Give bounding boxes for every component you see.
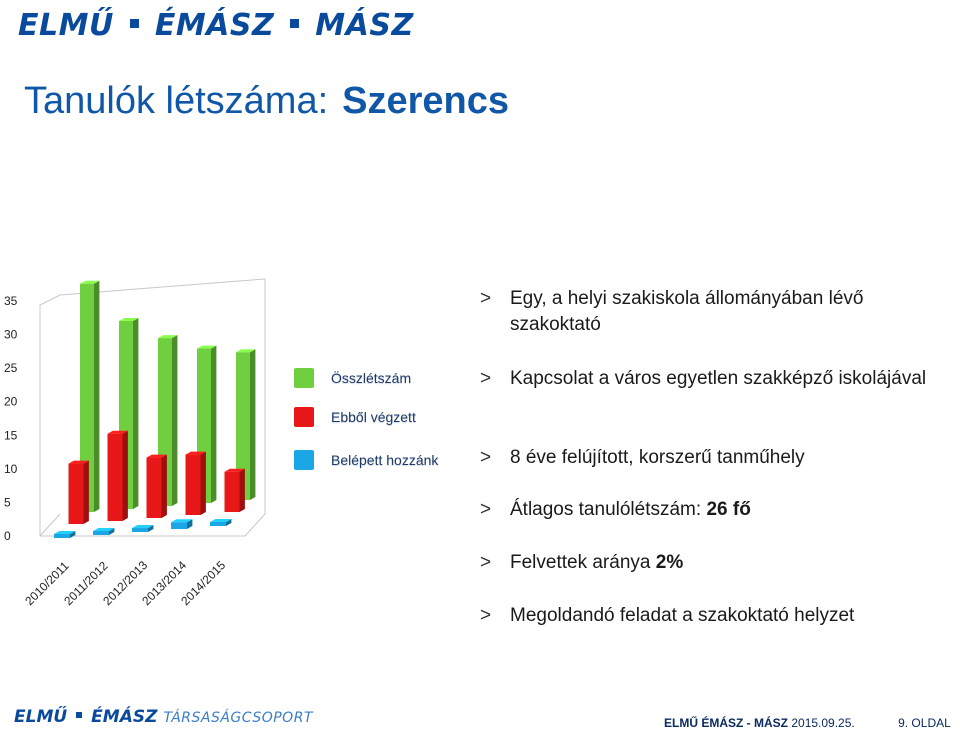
y-tick-label: 10 (4, 461, 18, 476)
legend-swatch-graduated (294, 407, 314, 427)
footer-logo-group: TÁRSASÁGCSOPORT (163, 710, 313, 726)
logo-word-masz: MÁSZ (315, 8, 414, 43)
bar-joined (93, 531, 109, 535)
bar-graduated (186, 455, 201, 515)
bar-joined (54, 534, 70, 538)
legend-swatch-total (294, 368, 314, 388)
bar-graduated (108, 434, 123, 521)
footer-logo-emasz: ÉMÁSZ (91, 707, 158, 727)
footer-page-number: 9. OLDAL (898, 716, 951, 730)
bullet-bold: 26 fő (706, 499, 751, 520)
logo-word-elmu: ELMŰ (18, 8, 114, 43)
bullet-marker: > (480, 288, 492, 309)
y-tick-label: 15 (4, 428, 18, 443)
header-logo (18, 8, 414, 43)
footer-logo (14, 707, 313, 727)
bullet-marker: > (480, 368, 492, 389)
bar-graduated (69, 464, 84, 524)
footer-logo-elmu: ELMŰ (14, 707, 68, 727)
legend-label-graduated: Ebből végzett (331, 409, 416, 425)
y-tick-label: 20 (4, 394, 18, 409)
bar-graduated-side (84, 461, 89, 524)
bar-graduated-side (123, 431, 128, 521)
bar-total-side (172, 335, 177, 506)
footer-info (664, 716, 951, 730)
bullet-text: Átlagos tanulólétszám: (510, 499, 707, 520)
page-title (24, 80, 509, 123)
bar-total-side (94, 281, 99, 512)
bar-graduated (147, 458, 162, 518)
bar-total-side (211, 346, 216, 503)
logo-separator-icon (290, 19, 299, 28)
legend-label-total: Összlétszám (331, 370, 412, 386)
x-tick-label: 2014/2015 (178, 558, 229, 609)
bar-joined (171, 522, 187, 529)
bar-graduated-side (162, 455, 167, 518)
bullet-bold: 2% (655, 552, 684, 573)
legend-label-joined: Belépett hozzánk (331, 452, 439, 468)
student-count-chart (0, 278, 280, 638)
footer-logo-separator-icon (76, 712, 82, 718)
x-tick-label: 2012/2013 (100, 558, 151, 609)
bullet-text: Megoldandó feladat a szakoktató helyzet (510, 605, 855, 626)
bar-total-side (250, 349, 255, 500)
y-tick-label: 30 (4, 327, 18, 342)
x-tick-label: 2013/2014 (139, 558, 190, 609)
x-tick-label: 2010/2011 (22, 558, 72, 609)
bar-graduated-side (201, 452, 206, 515)
bar-joined (132, 528, 148, 532)
legend-swatch-joined (294, 450, 314, 470)
bullet-text: Felvettek aránya (510, 552, 656, 573)
footer-company: ELMŰ ÉMÁSZ - MÁSZ (664, 716, 788, 730)
logo-separator-icon (130, 19, 139, 28)
logo-word-emasz: ÉMÁSZ (154, 8, 275, 43)
y-tick-label: 0 (4, 529, 11, 543)
x-tick-label: 2011/2012 (61, 558, 111, 609)
bar-joined (210, 522, 226, 526)
bullet-text: Egy, a helyi szakiskola állományában lévő szakoktató (510, 288, 864, 335)
bar-total-side (133, 318, 138, 509)
footer-date: 2015.09.25. (791, 716, 855, 730)
y-tick-label: 5 (4, 495, 11, 510)
y-tick-label: 25 (4, 361, 18, 376)
bullet-marker: > (480, 499, 492, 520)
title-highlight: Szerencs (342, 80, 510, 122)
bullet-marker: > (480, 447, 492, 468)
bar-graduated (225, 472, 240, 512)
bullet-marker: > (480, 605, 492, 626)
bullet-text: 8 éve felújított, korszerű tanműhely (510, 447, 805, 468)
bullet-text: Kapcsolat a város egyetlen szakképző iskolájával (510, 368, 927, 389)
title-prefix: Tanulók létszáma: (24, 80, 329, 122)
bullet-marker: > (480, 552, 492, 573)
y-tick-label: 35 (4, 294, 18, 308)
bar-graduated-side (240, 469, 245, 512)
